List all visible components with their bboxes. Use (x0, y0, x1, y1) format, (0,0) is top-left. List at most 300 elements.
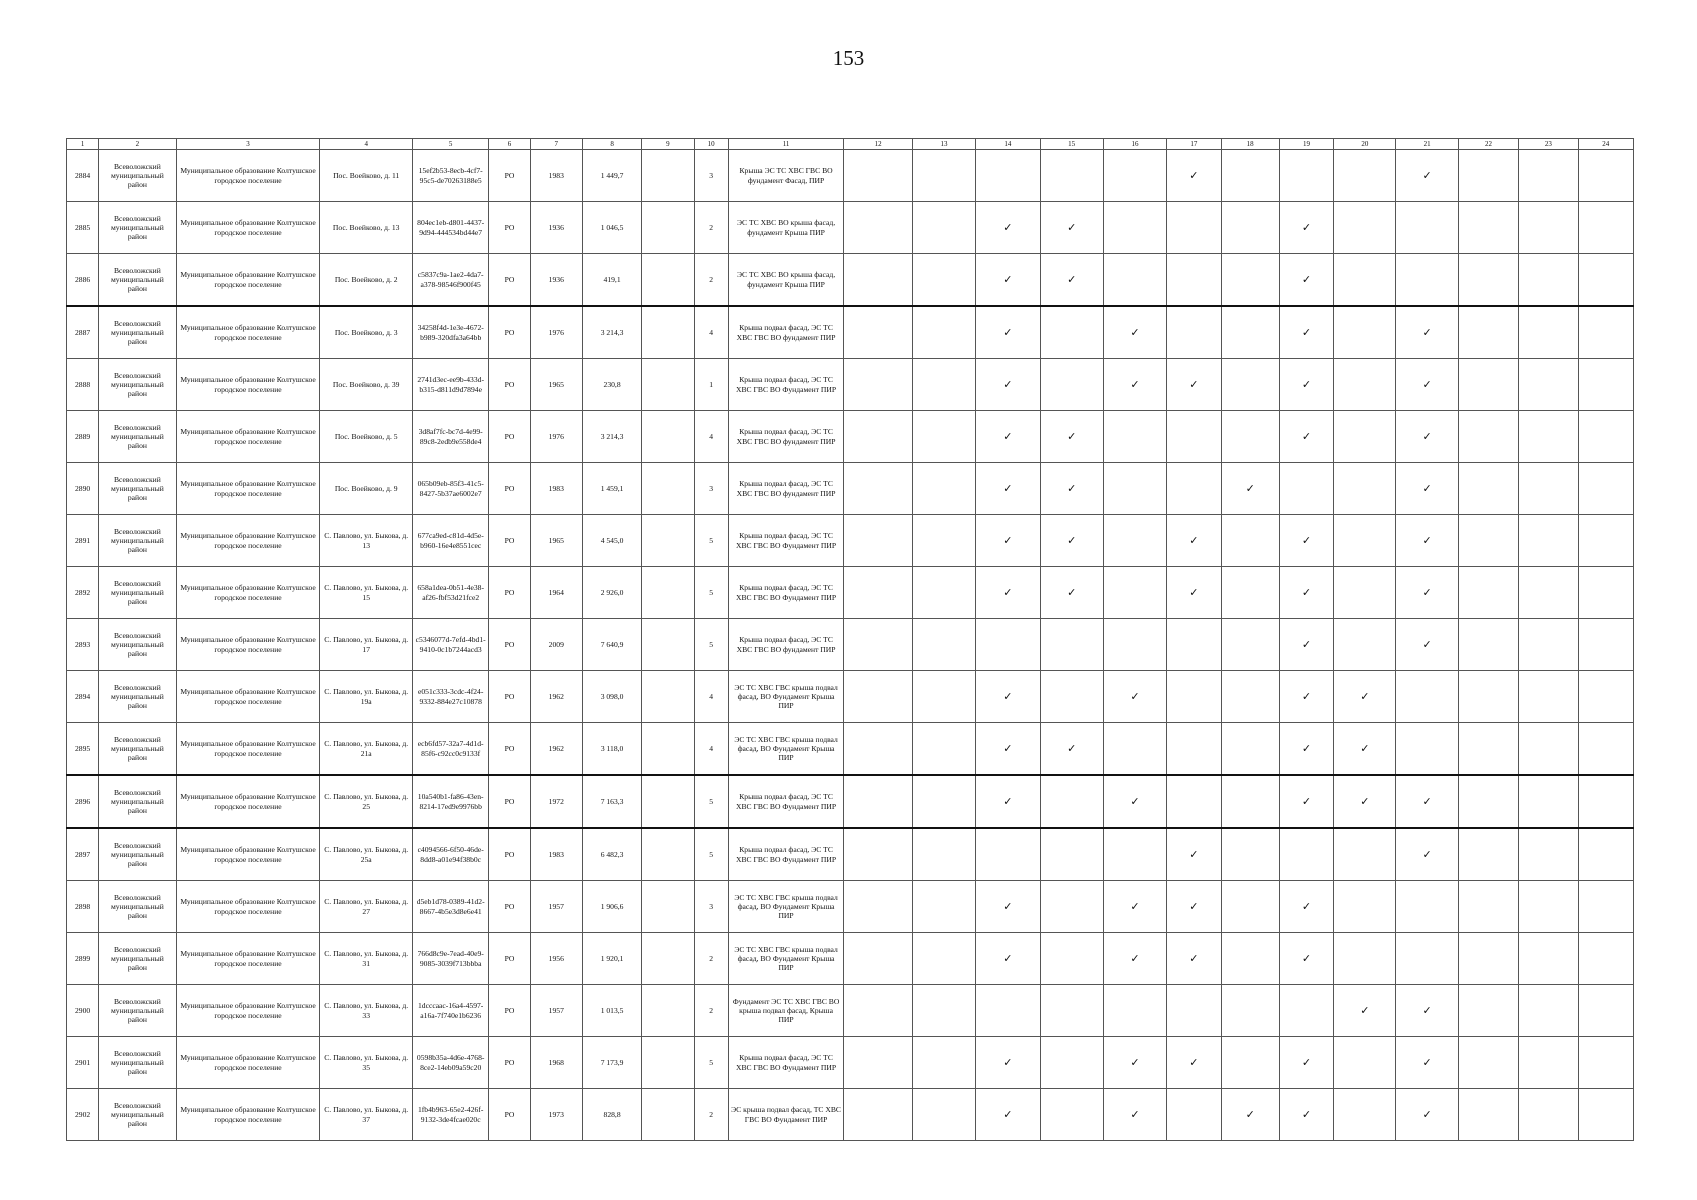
empty-cell (1396, 881, 1458, 933)
form-cell: РО (489, 515, 530, 567)
empty-cell (1334, 411, 1396, 463)
empty-cell (1167, 985, 1221, 1037)
district-cell: Всеволожский муниципальный район (99, 933, 176, 985)
check-mark-icon: ✓ (1279, 1089, 1333, 1141)
check-mark-icon: ✓ (1279, 775, 1333, 828)
column-10-cell: 3 (694, 463, 728, 515)
form-cell: РО (489, 881, 530, 933)
empty-cell (1458, 463, 1518, 515)
row-number: 2887 (67, 306, 99, 359)
empty-cell (1578, 515, 1634, 567)
empty-cell (1396, 933, 1458, 985)
house-code-cell: 2741d3ec-ee9b-433d-b315-d811d9d7894e (412, 359, 488, 411)
check-mark-icon: ✓ (1396, 515, 1458, 567)
year-cell: 1936 (530, 254, 582, 307)
empty-cell (1578, 828, 1634, 881)
form-cell: РО (489, 1037, 530, 1089)
form-cell: РО (489, 671, 530, 723)
address-cell: С. Павлово, ул. Быкова, д. 19а (320, 671, 413, 723)
address-cell: С. Павлово, ул. Быкова, д. 17 (320, 619, 413, 671)
empty-cell (1334, 150, 1396, 202)
address-cell: С. Павлово, ул. Быкова, д. 31 (320, 933, 413, 985)
empty-cell (1040, 828, 1103, 881)
column-10-cell: 5 (694, 775, 728, 828)
works-cell: ЭС ТС ХВС ГВС крыша подвал фасад, ВО Фундамент Крыша ПИР (728, 671, 844, 723)
check-mark-icon: ✓ (1167, 881, 1221, 933)
empty-cell (844, 723, 912, 776)
column-9-cell (642, 150, 694, 202)
empty-cell (1519, 933, 1578, 985)
works-cell: Крыша подвал фасад, ЭС ТС ХВС ГВС ВО Фундамент ПИР (728, 828, 844, 881)
empty-cell (1334, 202, 1396, 254)
empty-cell (1578, 985, 1634, 1037)
row-number: 2897 (67, 828, 99, 881)
check-mark-icon: ✓ (976, 411, 1040, 463)
empty-cell (1040, 985, 1103, 1037)
year-cell: 2009 (530, 619, 582, 671)
empty-cell (1103, 202, 1166, 254)
house-code-cell: 34258f4d-1e3e-4672-b989-320dfa3a64bb (412, 306, 488, 359)
empty-cell (1458, 150, 1518, 202)
area-cell: 7 640,9 (582, 619, 641, 671)
check-mark-icon: ✓ (1167, 567, 1221, 619)
empty-cell (844, 985, 912, 1037)
check-mark-icon: ✓ (1279, 254, 1333, 307)
empty-cell (1519, 1037, 1578, 1089)
address-cell: Пос. Воейково, д. 3 (320, 306, 413, 359)
table-row (67, 933, 1634, 985)
empty-cell (912, 723, 975, 776)
district-cell: Всеволожский муниципальный район (99, 202, 176, 254)
municipality-cell: Муниципальное образование Колтушское городское поселение (176, 828, 320, 881)
empty-cell (1279, 985, 1333, 1037)
area-cell: 2 926,0 (582, 567, 641, 619)
address-cell: С. Павлово, ул. Быкова, д. 35 (320, 1037, 413, 1089)
empty-cell (1040, 1037, 1103, 1089)
district-cell: Всеволожский муниципальный район (99, 1037, 176, 1089)
row-number: 2894 (67, 671, 99, 723)
municipality-cell: Муниципальное образование Колтушское городское поселение (176, 723, 320, 776)
empty-cell (1578, 306, 1634, 359)
check-mark-icon: ✓ (1279, 515, 1333, 567)
house-code-cell: 0598b35a-4d6e-4768-8ce2-14eb09a59c20 (412, 1037, 488, 1089)
empty-cell (1334, 567, 1396, 619)
row-number: 2898 (67, 881, 99, 933)
year-cell: 1965 (530, 359, 582, 411)
column-9-cell (642, 828, 694, 881)
column-9-cell (642, 723, 694, 776)
table-row (67, 881, 1634, 933)
empty-cell (1578, 933, 1634, 985)
municipality-cell: Муниципальное образование Колтушское городское поселение (176, 933, 320, 985)
check-mark-icon: ✓ (1396, 306, 1458, 359)
year-cell: 1962 (530, 671, 582, 723)
empty-cell (1040, 150, 1103, 202)
column-number: 13 (912, 139, 975, 150)
check-mark-icon: ✓ (1167, 1037, 1221, 1089)
works-cell: Крыша подвал фасад, ЭС ТС ХВС ГВС ВО Фундамент ПИР (728, 567, 844, 619)
works-cell: ЭС ТС ХВС ГВС крыша подвал фасад, ВО Фундамент Крыша ПИР (728, 881, 844, 933)
column-9-cell (642, 515, 694, 567)
empty-cell (1334, 933, 1396, 985)
column-number: 18 (1221, 139, 1279, 150)
check-mark-icon: ✓ (1040, 202, 1103, 254)
municipality-cell: Муниципальное образование Колтушское городское поселение (176, 359, 320, 411)
empty-cell (1396, 671, 1458, 723)
check-mark-icon: ✓ (1279, 619, 1333, 671)
empty-cell (1334, 306, 1396, 359)
area-cell: 1 013,5 (582, 985, 641, 1037)
empty-cell (1040, 359, 1103, 411)
house-code-cell: 804ec1eb-d801-4437-9d94-444534bd44e7 (412, 202, 488, 254)
empty-cell (912, 671, 975, 723)
check-mark-icon: ✓ (976, 567, 1040, 619)
row-number: 2886 (67, 254, 99, 307)
empty-cell (912, 306, 975, 359)
works-cell: Крыша подвал фасад, ЭС ТС ХВС ГВС ВО фундамент ПИР (728, 619, 844, 671)
empty-cell (1519, 359, 1578, 411)
district-cell: Всеволожский муниципальный район (99, 671, 176, 723)
year-cell: 1957 (530, 985, 582, 1037)
empty-cell (1221, 202, 1279, 254)
empty-cell (1221, 828, 1279, 881)
empty-cell (1458, 1037, 1518, 1089)
house-code-cell: 658a1dea-0b51-4e38-af26-fbf53d21fce2 (412, 567, 488, 619)
table-row (67, 567, 1634, 619)
column-10-cell: 4 (694, 671, 728, 723)
check-mark-icon: ✓ (1040, 463, 1103, 515)
area-cell: 4 545,0 (582, 515, 641, 567)
empty-cell (1458, 881, 1518, 933)
empty-cell (1221, 567, 1279, 619)
house-code-cell: 065b09eb-85f3-41c5-8427-5b37ae6002e7 (412, 463, 488, 515)
empty-cell (912, 411, 975, 463)
check-mark-icon: ✓ (976, 881, 1040, 933)
row-number: 2902 (67, 1089, 99, 1141)
district-cell: Всеволожский муниципальный район (99, 306, 176, 359)
form-cell: РО (489, 359, 530, 411)
year-cell: 1962 (530, 723, 582, 776)
table-row (67, 202, 1634, 254)
column-number: 1 (67, 139, 99, 150)
empty-cell (1221, 881, 1279, 933)
empty-cell (1578, 463, 1634, 515)
empty-cell (912, 1037, 975, 1089)
column-10-cell: 4 (694, 411, 728, 463)
check-mark-icon: ✓ (1167, 515, 1221, 567)
empty-cell (1167, 463, 1221, 515)
empty-cell (844, 411, 912, 463)
year-cell: 1936 (530, 202, 582, 254)
empty-cell (844, 359, 912, 411)
column-number: 19 (1279, 139, 1333, 150)
address-cell: С. Павлово, ул. Быкова, д. 21а (320, 723, 413, 776)
address-cell: С. Павлово, ул. Быкова, д. 13 (320, 515, 413, 567)
address-cell: Пос. Воейково, д. 11 (320, 150, 413, 202)
empty-cell (1396, 723, 1458, 776)
column-number: 9 (642, 139, 694, 150)
empty-cell (844, 1089, 912, 1141)
column-9-cell (642, 306, 694, 359)
check-mark-icon: ✓ (1396, 985, 1458, 1037)
empty-cell (1221, 1037, 1279, 1089)
column-9-cell (642, 1089, 694, 1141)
empty-cell (844, 671, 912, 723)
column-number: 10 (694, 139, 728, 150)
check-mark-icon: ✓ (1103, 306, 1166, 359)
check-mark-icon: ✓ (976, 254, 1040, 307)
check-mark-icon: ✓ (1103, 1089, 1166, 1141)
works-cell: Крыша подвал фасад, ЭС ТС ХВС ГВС ВО Фундамент ПИР (728, 775, 844, 828)
column-9-cell (642, 985, 694, 1037)
municipality-cell: Муниципальное образование Колтушское городское поселение (176, 202, 320, 254)
empty-cell (912, 619, 975, 671)
form-cell: РО (489, 254, 530, 307)
check-mark-icon: ✓ (976, 723, 1040, 776)
year-cell: 1976 (530, 411, 582, 463)
empty-cell (1578, 567, 1634, 619)
empty-cell (912, 463, 975, 515)
table-row (67, 1089, 1634, 1141)
table-row (67, 254, 1634, 307)
check-mark-icon: ✓ (1396, 567, 1458, 619)
column-9-cell (642, 881, 694, 933)
empty-cell (1458, 671, 1518, 723)
check-mark-icon: ✓ (1396, 1037, 1458, 1089)
empty-cell (1040, 306, 1103, 359)
house-code-cell: e051c333-3cdc-4f24-9332-884e27c10878 (412, 671, 488, 723)
empty-cell (844, 202, 912, 254)
column-number: 16 (1103, 139, 1166, 150)
check-mark-icon: ✓ (1334, 723, 1396, 776)
address-cell: С. Павлово, ул. Быкова, д. 25а (320, 828, 413, 881)
area-cell: 7 173,9 (582, 1037, 641, 1089)
address-cell: С. Павлово, ул. Быкова, д. 15 (320, 567, 413, 619)
form-cell: РО (489, 723, 530, 776)
table-row (67, 985, 1634, 1037)
form-cell: РО (489, 306, 530, 359)
column-9-cell (642, 202, 694, 254)
column-10-cell: 2 (694, 254, 728, 307)
empty-cell (844, 1037, 912, 1089)
form-cell: РО (489, 411, 530, 463)
table-row (67, 619, 1634, 671)
column-10-cell: 5 (694, 1037, 728, 1089)
year-cell: 1964 (530, 567, 582, 619)
address-cell: С. Павлово, ул. Быкова, д. 27 (320, 881, 413, 933)
address-cell: Пос. Воейково, д. 13 (320, 202, 413, 254)
check-mark-icon: ✓ (1279, 306, 1333, 359)
column-number: 23 (1519, 139, 1578, 150)
address-cell: Пос. Воейково, д. 2 (320, 254, 413, 307)
district-cell: Всеволожский муниципальный район (99, 828, 176, 881)
empty-cell (1458, 202, 1518, 254)
works-cell: Крыша подвал фасад, ЭС ТС ХВС ГВС ВО Фундамент ПИР (728, 515, 844, 567)
empty-cell (1578, 150, 1634, 202)
district-cell: Всеволожский муниципальный район (99, 881, 176, 933)
empty-cell (912, 828, 975, 881)
column-9-cell (642, 933, 694, 985)
table-row (67, 775, 1634, 828)
column-10-cell: 4 (694, 723, 728, 776)
empty-cell (1458, 515, 1518, 567)
area-cell: 1 906,6 (582, 881, 641, 933)
district-cell: Всеволожский муниципальный район (99, 463, 176, 515)
empty-cell (1519, 828, 1578, 881)
empty-cell (844, 515, 912, 567)
empty-cell (1279, 150, 1333, 202)
row-number: 2893 (67, 619, 99, 671)
municipality-cell: Муниципальное образование Колтушское городское поселение (176, 671, 320, 723)
empty-cell (1221, 306, 1279, 359)
form-cell: РО (489, 150, 530, 202)
empty-cell (1040, 1089, 1103, 1141)
check-mark-icon: ✓ (1103, 881, 1166, 933)
empty-cell (1519, 411, 1578, 463)
check-mark-icon: ✓ (976, 671, 1040, 723)
empty-cell (1167, 1089, 1221, 1141)
form-cell: РО (489, 1089, 530, 1141)
column-10-cell: 3 (694, 150, 728, 202)
column-10-cell: 2 (694, 202, 728, 254)
empty-cell (1458, 933, 1518, 985)
form-cell: РО (489, 619, 530, 671)
municipality-cell: Муниципальное образование Колтушское городское поселение (176, 1089, 320, 1141)
municipality-cell: Муниципальное образование Колтушское городское поселение (176, 463, 320, 515)
empty-cell (1578, 775, 1634, 828)
empty-cell (1040, 619, 1103, 671)
area-cell: 3 214,3 (582, 411, 641, 463)
check-mark-icon: ✓ (1040, 515, 1103, 567)
empty-cell (976, 828, 1040, 881)
register-table (66, 138, 1634, 1141)
empty-cell (1519, 775, 1578, 828)
empty-cell (1167, 254, 1221, 307)
empty-cell (912, 1089, 975, 1141)
works-cell: Крыша подвал фасад, ЭС ТС ХВС ГВС ВО фундамент ПИР (728, 306, 844, 359)
column-9-cell (642, 619, 694, 671)
year-cell: 1976 (530, 306, 582, 359)
check-mark-icon: ✓ (976, 359, 1040, 411)
address-cell: С. Павлово, ул. Быкова, д. 37 (320, 1089, 413, 1141)
column-10-cell: 2 (694, 985, 728, 1037)
area-cell: 1 449,7 (582, 150, 641, 202)
empty-cell (1519, 723, 1578, 776)
empty-cell (1221, 933, 1279, 985)
district-cell: Всеволожский муниципальный район (99, 411, 176, 463)
works-cell: Крыша ЭС ТС ХВС ГВС ВО фундамент Фасад, ПИР (728, 150, 844, 202)
year-cell: 1983 (530, 463, 582, 515)
empty-cell (1519, 463, 1578, 515)
empty-cell (1578, 619, 1634, 671)
area-cell: 7 163,3 (582, 775, 641, 828)
empty-cell (1103, 463, 1166, 515)
column-9-cell (642, 671, 694, 723)
table-row (67, 306, 1634, 359)
check-mark-icon: ✓ (1334, 671, 1396, 723)
table-row (67, 411, 1634, 463)
row-number: 2889 (67, 411, 99, 463)
table-row (67, 463, 1634, 515)
column-number: 6 (489, 139, 530, 150)
works-cell: Крыша подвал фасад, ЭС ТС ХВС ГВС ВО фундамент ПИР (728, 411, 844, 463)
empty-cell (1040, 933, 1103, 985)
check-mark-icon: ✓ (1103, 933, 1166, 985)
empty-cell (1221, 985, 1279, 1037)
empty-cell (1519, 254, 1578, 307)
empty-cell (1578, 1089, 1634, 1141)
column-10-cell: 2 (694, 1089, 728, 1141)
works-cell: ЭС ТС ХВС ГВС крыша подвал фасад, ВО Фундамент Крыша ПИР (728, 933, 844, 985)
check-mark-icon: ✓ (1279, 1037, 1333, 1089)
works-cell: Фундамент ЭС ТС ХВС ГВС ВО крыша подвал фасад, Крыша ПИР (728, 985, 844, 1037)
column-number-row (67, 139, 1634, 150)
column-9-cell (642, 775, 694, 828)
municipality-cell: Муниципальное образование Колтушское городское поселение (176, 1037, 320, 1089)
check-mark-icon: ✓ (976, 1037, 1040, 1089)
house-code-cell: ecb6fd57-32a7-4d1d-85f6-c92cc0c9133f (412, 723, 488, 776)
empty-cell (912, 567, 975, 619)
empty-cell (1458, 828, 1518, 881)
column-10-cell: 1 (694, 359, 728, 411)
empty-cell (1103, 254, 1166, 307)
empty-cell (1578, 1037, 1634, 1089)
empty-cell (1103, 828, 1166, 881)
empty-cell (1578, 202, 1634, 254)
empty-cell (1334, 515, 1396, 567)
check-mark-icon: ✓ (1279, 881, 1333, 933)
empty-cell (1103, 515, 1166, 567)
empty-cell (976, 985, 1040, 1037)
house-code-cell: c5346077d-7efd-4bd1-9410-0c1b7244acd3 (412, 619, 488, 671)
empty-cell (844, 881, 912, 933)
empty-cell (1578, 254, 1634, 307)
column-number: 7 (530, 139, 582, 150)
empty-cell (1578, 411, 1634, 463)
form-cell: РО (489, 985, 530, 1037)
empty-cell (912, 150, 975, 202)
empty-cell (912, 933, 975, 985)
year-cell: 1983 (530, 150, 582, 202)
empty-cell (844, 619, 912, 671)
empty-cell (1519, 671, 1578, 723)
check-mark-icon: ✓ (976, 202, 1040, 254)
check-mark-icon: ✓ (1040, 411, 1103, 463)
column-9-cell (642, 411, 694, 463)
empty-cell (1040, 671, 1103, 723)
empty-cell (976, 150, 1040, 202)
form-cell: РО (489, 828, 530, 881)
row-number: 2895 (67, 723, 99, 776)
district-cell: Всеволожский муниципальный район (99, 985, 176, 1037)
empty-cell (1458, 411, 1518, 463)
year-cell: 1972 (530, 775, 582, 828)
check-mark-icon: ✓ (1396, 619, 1458, 671)
empty-cell (1396, 202, 1458, 254)
empty-cell (1519, 1089, 1578, 1141)
empty-cell (1103, 985, 1166, 1037)
table-row (67, 150, 1634, 202)
column-number: 14 (976, 139, 1040, 150)
district-cell: Всеволожский муниципальный район (99, 567, 176, 619)
empty-cell (1167, 411, 1221, 463)
address-cell: Пос. Воейково, д. 9 (320, 463, 413, 515)
empty-cell (844, 306, 912, 359)
table-row (67, 1037, 1634, 1089)
municipality-cell: Муниципальное образование Колтушское городское поселение (176, 254, 320, 307)
check-mark-icon: ✓ (1167, 933, 1221, 985)
check-mark-icon: ✓ (1103, 1037, 1166, 1089)
